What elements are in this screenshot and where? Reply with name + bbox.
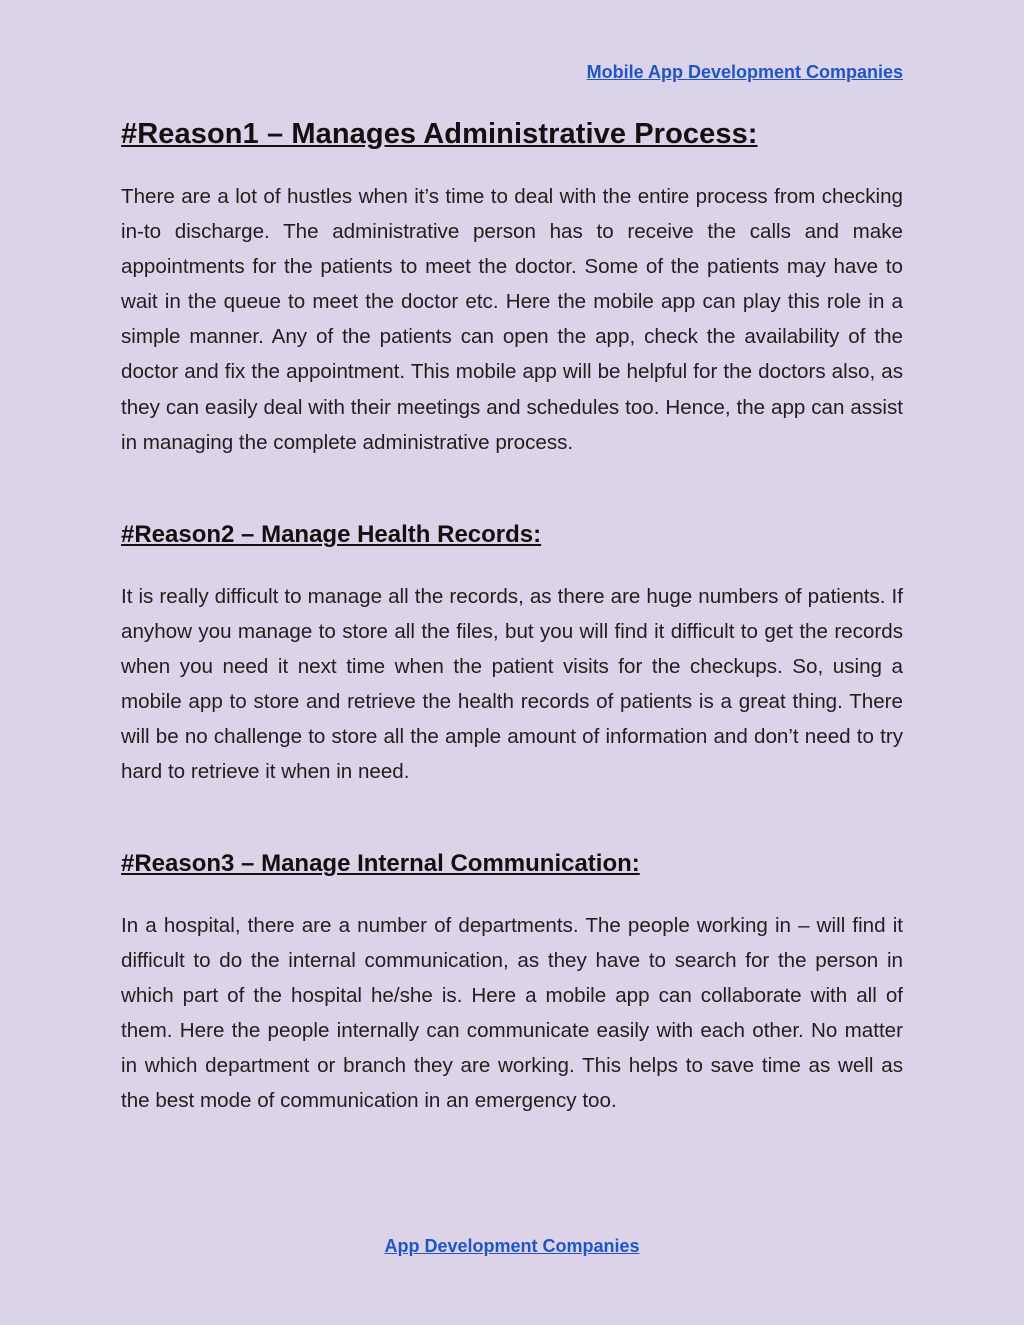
- app-development-companies-link[interactable]: App Development Companies: [384, 1236, 640, 1256]
- mobile-app-development-companies-link[interactable]: Mobile App Development Companies: [586, 62, 903, 82]
- reason3-heading: #Reason3 – Manage Internal Communication:: [121, 850, 640, 877]
- reason1-heading: #Reason1 – Manages Administrative Process:: [121, 118, 758, 150]
- reason2-heading: #Reason2 – Manage Health Records:: [121, 521, 542, 548]
- reason2-paragraph: It is really difficult to manage all the records, as there are huge numbers of patients. If anyhow you manage to store all the files, but you will find it difficult to get the records when you need it next time when the patient visits for the checkups. So, using a mobile app to store and retrieve the health records of patients is a great thing. There will be no challenge to store all the ample amount of information and don’t need to try hard to retrieve it when in need.: [121, 585, 903, 784]
- reason3-paragraph: In a hospital, there are a number of departments. The people working in – will find it difficult to do the internal communication, as they have to search for the person in which part of the hospital he/she is. Here a mobile app can collaborate with all of them. Here the people internally can communicate easily with each other. No matter in which department or branch they are working. This helps to save time as well as the best mode of communication in an emergency too.: [121, 914, 903, 1113]
- reason1-paragraph: There are a lot of hustles when it’s time to deal with the entire process from checking in-to discharge. The administrative person has to receive the calls and make appointments for the patients to meet the doctor. Some of the patients may have to wait in the queue to meet the doctor etc. Here the mobile app can play this role in a simple manner. Any of the patients can open the app, check the availability of the doctor and fix the appointment. This mobile app will be helpful for the doctors also, as they can easily deal with their meetings and schedules too. Hence, the app can assist in managing the complete administrative process.: [121, 185, 903, 454]
